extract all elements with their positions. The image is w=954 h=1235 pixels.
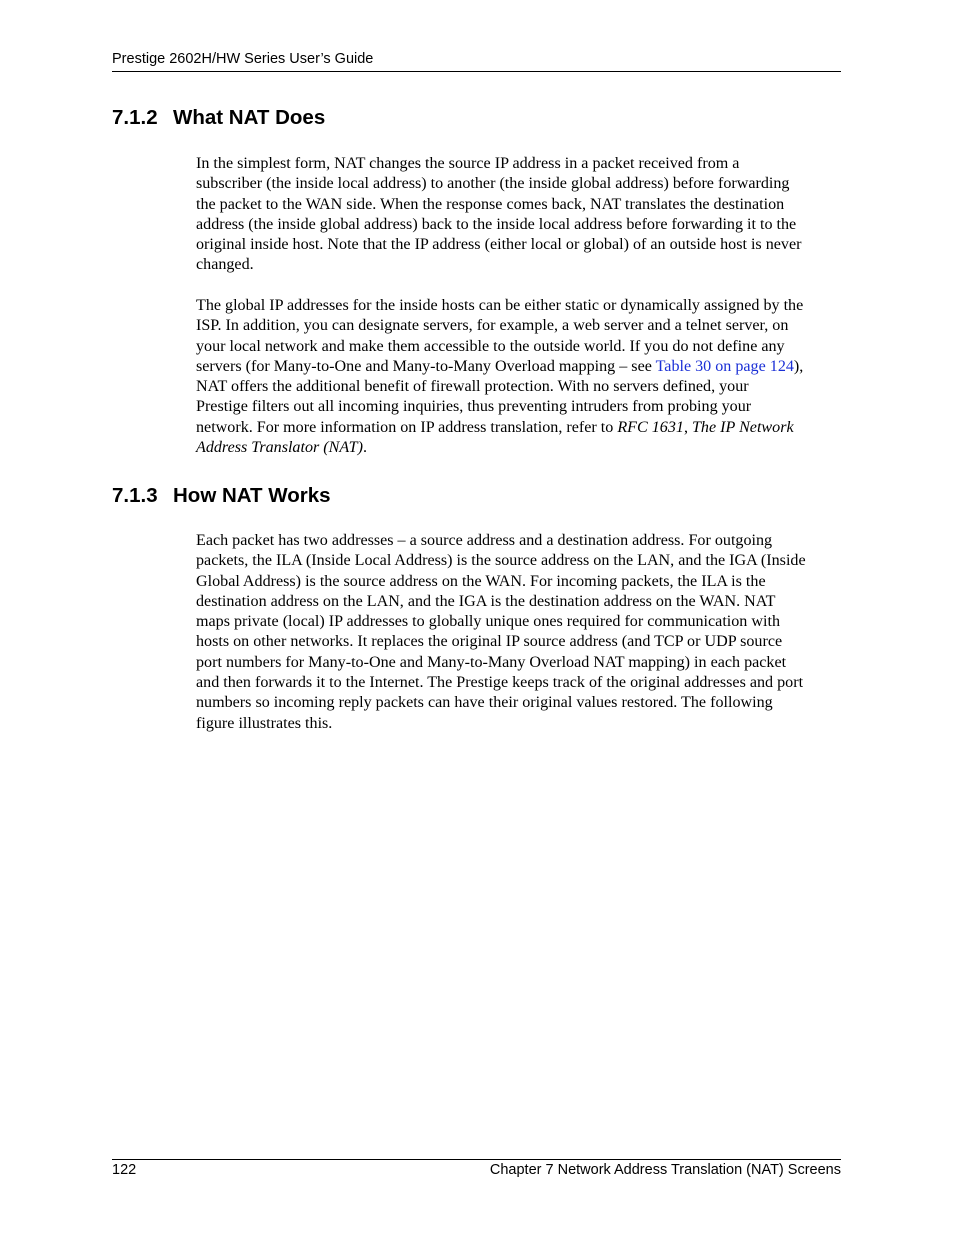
text-line: port numbers for Many-to-One and Many-to-Many Overload NAT mapping) in each packet [196,653,787,671]
text-segment: network. For more information on IP address translation, refer to [196,418,618,436]
text-line: NAT offers the additional benefit of firewall protection. With no servers defined, your [196,378,749,396]
section-heading-what-nat-does [112,106,325,130]
section-heading-how-nat-works [112,484,331,508]
paragraph [196,531,842,734]
text-line: changed. [196,256,254,274]
footer-rule [112,1159,841,1160]
text-line: subscriber (the inside local address) to another (the inside global address) before forwarding [196,175,790,193]
text-line [196,438,842,458]
text-line: figure illustrates this. [196,714,333,732]
paragraph [196,296,842,458]
text-line: Prestige filters out all incoming inquiries, thus preventing intruders from probing your [196,398,752,416]
table-30-link[interactable]: Table 30 on page 124 [655,357,794,375]
header-rule [112,71,841,72]
text-line: your local network and make them accessible to the outside world. If you do not define any [196,337,785,355]
text-line: and then forwards it to the Internet. The Prestige keeps track of the original addresses and port [196,674,804,692]
text-line: Each packet has two addresses – a source address and a destination address. For outgoing [196,532,773,549]
rfc-title: The IP Network [691,418,794,436]
text-segment: . [362,439,367,457]
text-line: packets, the ILA (Inside Local Address) is the source address on the LAN, and the IGA (Inside [196,552,806,570]
text-line: ISP. In addition, you can designate servers, for example, a web server and a telnet server, on [196,317,789,335]
text-line: Global Address) is the source address on the WAN. For incoming packets, the ILA is the [196,572,766,590]
text-segment: ), [793,357,804,375]
chapter-title: Chapter 7 Network Address Translation (NAT) Screens [489,1162,841,1178]
text-line: In the simplest form, NAT changes the source IP address in a packet received from a [196,155,740,172]
section-number: 7.1.2 [112,106,158,129]
section-title: How NAT Works [173,484,331,507]
text-segment: , [683,418,692,436]
text-line: maps private (local) IP addresses to globally unique ones required for communication with [196,613,780,631]
text-line [196,357,842,377]
text-line: the packet to the WAN side. When the response comes back, NAT translates the destination [196,195,785,213]
paragraph [196,154,842,276]
text-segment: servers (for Many-to-One and Many-to-Many Overload mapping – see [196,357,656,375]
text-line: address (the inside global address) back to the inside local address before forwarding it to the [196,215,797,233]
section-title: What NAT Does [173,106,326,129]
running-header: Prestige 2602H/HW Series User’s Guide [112,51,374,67]
rfc-reference: RFC 1631 [617,418,684,436]
text-line: hosts on other networks. It replaces the original IP source address (and TCP or UDP source [196,633,783,651]
rfc-title: Address Translator (NAT) [196,439,363,457]
text-line [196,418,842,438]
page-number: 122 [112,1162,137,1178]
text-line: original inside host. Note that the IP address (either local or global) of an outside host is never [196,236,802,254]
section-number: 7.1.3 [112,484,158,507]
text-line: The global IP addresses for the inside hosts can be either static or dynamically assigned by the [196,297,804,314]
text-line: numbers so incoming reply packets can have their original values restored. The following [196,694,773,712]
text-line: destination address on the LAN, and the IGA is the destination address on the WAN. NAT [196,592,776,610]
